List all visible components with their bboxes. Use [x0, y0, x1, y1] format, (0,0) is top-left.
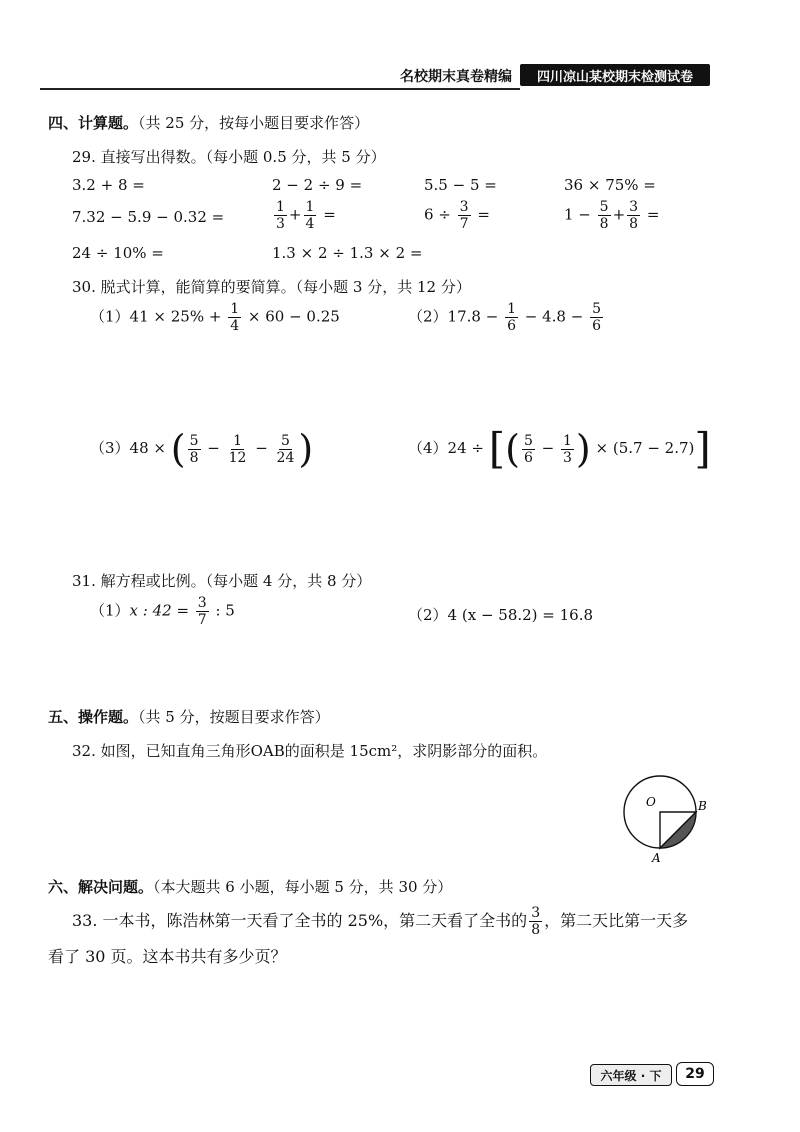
- q29-r3c2: 1.3 × 2 ÷ 1.3 × 2 =: [272, 244, 423, 262]
- section-5-heading: [48, 706, 330, 727]
- label-o: O: [646, 795, 656, 809]
- section-4-note: （共 25 分，按每小题目要求作答）: [138, 114, 370, 132]
- circle-triangle-figure: [612, 770, 722, 866]
- fraction: $\frac{5}{8}$: [599, 199, 609, 232]
- fraction: $\frac{1}{3}$: [563, 432, 572, 466]
- q29-r3c1: 24 ÷ 10% =: [72, 244, 164, 262]
- q33-line1: 33. 一本书，陈浩林第一天看了全书的 25%，第二天看了全书的 $\frac{3}{8}$ ，第二天比第一天多: [72, 905, 689, 938]
- q30-part4: （4）24 ÷ [( $\frac{5}{6}$ − $\frac{1}{3}$ ) × (5.7 − 2.7)]: [408, 424, 711, 473]
- section-4-heading: [48, 112, 369, 133]
- q31-part1: （1）x : 42 = $\frac{3}{7}$ : 5: [90, 595, 235, 628]
- q30-part1: （1）41 × 25% + $\frac{1}{4}$ × 60 − 0.25: [90, 301, 340, 334]
- q29-r2c1: 7.32 − 5.9 − 0.32 =: [72, 208, 225, 226]
- section-5-note: （共 5 分，按题目要求作答）: [138, 708, 330, 726]
- q30-part3: （3）48 × ( $\frac{5}{8}$ − $\frac{1}{12}$ − $\frac{5}{24}$ ): [90, 427, 314, 471]
- fraction: $\frac{5}{8}$: [189, 432, 199, 466]
- q31-prompt: 31. 解方程或比例。（每小题 4 分，共 8 分）: [72, 572, 372, 590]
- fraction: $\frac{5}{6}$: [523, 432, 533, 466]
- section-6-heading: [48, 876, 452, 897]
- q29-r1c3: 5.5 − 5 =: [424, 176, 497, 194]
- q32-prompt: 32. 如图，已知直角三角形OAB的面积是 15cm²，求阴影部分的面积。: [72, 742, 548, 760]
- label-b: B: [698, 799, 707, 813]
- section-6-title: 六、解决问题。: [48, 878, 154, 896]
- q29-prompt: 29. 直接写出得数。（每小题 0.5 分，共 5 分）: [72, 148, 386, 166]
- q29-r2c3: 6 ÷ $\frac{3}{7}$ =: [424, 199, 490, 232]
- q29-r1c1: 3.2 + 8 =: [72, 176, 145, 194]
- fraction: $\frac{3}{7}$: [197, 595, 207, 628]
- fraction: $\frac{3}{8}$: [629, 199, 639, 232]
- page-number: 29: [676, 1062, 714, 1086]
- footer-grade: 六年级 · 下: [590, 1064, 672, 1086]
- fraction: $\frac{1}{6}$: [507, 301, 516, 334]
- fraction: $\frac{3}{8}$: [531, 905, 541, 938]
- section-6-note: （本大题共 6 小题，每小题 5 分，共 30 分）: [153, 878, 453, 896]
- fraction: $\frac{1}{12}$: [228, 432, 247, 466]
- section-5-title: 五、操作题。: [48, 708, 139, 726]
- q29-r2c2: $\frac{1}{3}$ + $\frac{1}{4}$ =: [276, 199, 336, 232]
- fraction: $\frac{3}{7}$: [459, 199, 469, 232]
- fraction: $\frac{1}{4}$: [230, 301, 240, 334]
- q30-part2: （2）17.8 − $\frac{1}{6}$ − 4.8 − $\frac{5}{6}$: [408, 301, 601, 334]
- fraction: $\frac{5}{6}$: [592, 301, 601, 334]
- q29-r2c4: 1 − $\frac{5}{8}$ + $\frac{3}{8}$ =: [564, 199, 660, 232]
- header-exam-title: 四川凉山某校期末检测试卷: [520, 64, 710, 86]
- section-4-title: 四、计算题。: [48, 114, 139, 132]
- header-rule: [40, 88, 520, 90]
- q33-line2: 看了 30 页。这本书共有多少页？: [48, 947, 287, 966]
- q30-prompt: 30. 脱式计算，能简算的要简算。（每小题 3 分，共 12 分）: [72, 278, 471, 296]
- header-series-title: 名校期末真卷精编: [400, 69, 512, 85]
- fraction: $\frac{1}{4}$: [305, 199, 315, 232]
- label-a: A: [652, 851, 661, 865]
- fraction: $\frac{5}{24}$: [276, 432, 295, 466]
- q31-part2: （2）4 (x − 58.2) = 16.8: [408, 606, 594, 624]
- q29-r1c4: 36 × 75% =: [564, 176, 656, 194]
- q29-r1c2: 2 − 2 ÷ 9 =: [272, 176, 363, 194]
- fraction: $\frac{1}{3}$: [276, 199, 285, 232]
